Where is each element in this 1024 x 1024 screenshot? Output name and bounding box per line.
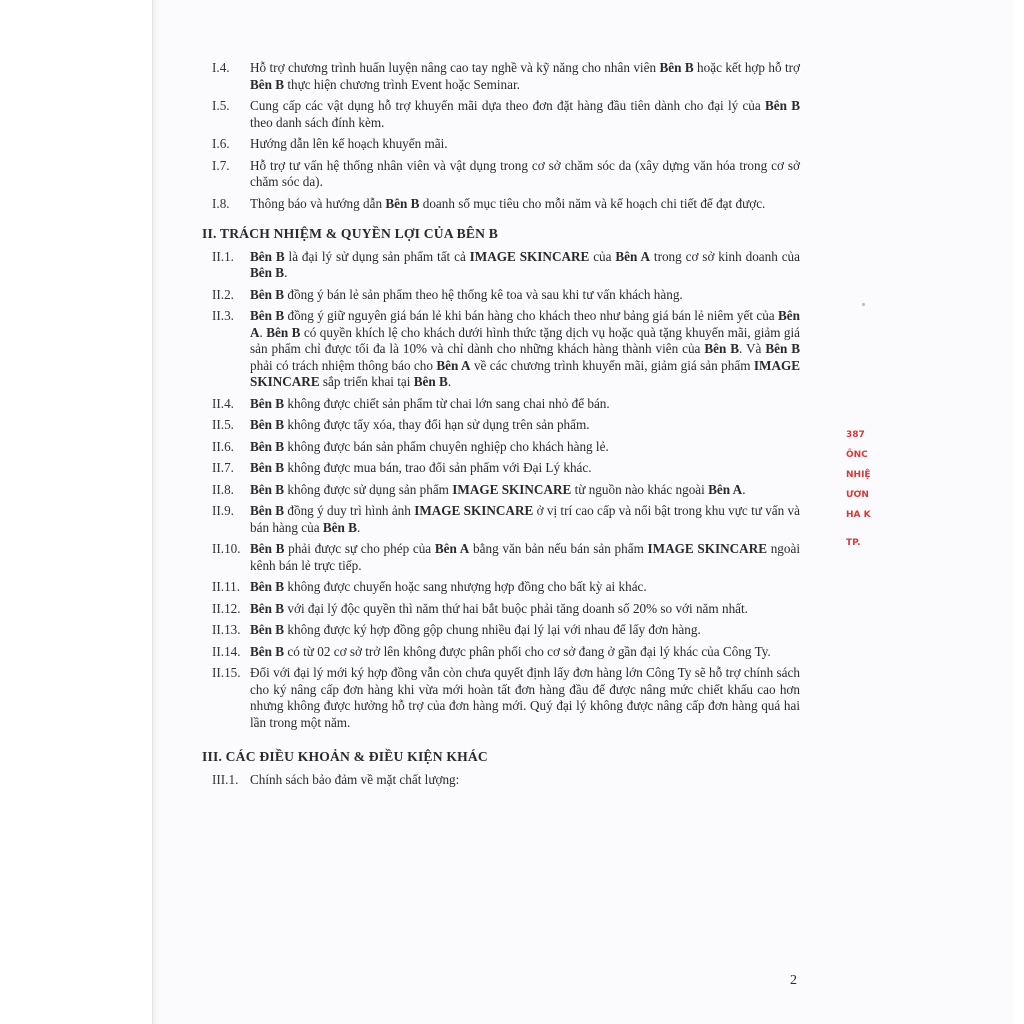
section-2-items xyxy=(200,249,800,732)
clause-number: I.7. xyxy=(212,157,230,173)
clause-text-bold: Bên B xyxy=(250,622,285,637)
clause-number: II.10. xyxy=(212,541,241,556)
clause-text-run: theo danh sách đính kèm. xyxy=(250,114,385,130)
clause-text-run: đồng ý giữ nguyên giá bán lẻ khi bán hàng cho khách theo như bảng giá bán lẻ niêm yết của xyxy=(284,308,779,323)
clause-text-bold: Bên B xyxy=(250,481,285,497)
clause-text-run: . Và xyxy=(739,341,766,356)
clause-text xyxy=(250,622,800,639)
clause-number: I.6. xyxy=(212,136,230,151)
clause-item xyxy=(200,249,800,282)
clause-text-run: đồng ý duy trì hình ảnh xyxy=(284,503,415,518)
clause-text xyxy=(250,503,800,536)
clause-item xyxy=(200,541,800,574)
clause-number: II.4. xyxy=(212,395,234,411)
clause-text xyxy=(250,644,800,661)
clause-text xyxy=(250,196,800,213)
clause-text-run: phải có trách nhiệm thông báo cho xyxy=(250,357,437,373)
clause-item xyxy=(200,417,800,434)
clause-text xyxy=(250,601,800,618)
clause-text-run: . xyxy=(259,324,267,340)
clause-text xyxy=(250,417,800,434)
clause-text-bold: Bên B xyxy=(250,265,285,280)
clause-number: II.7. xyxy=(212,460,234,475)
clause-text-run: không được bán sản phẩm chuyên nghiệp cho khách hàng lẻ. xyxy=(284,438,609,454)
clause-item xyxy=(200,136,800,153)
clause-text-bold: IMAGE SKINCARE xyxy=(469,248,590,264)
clause-number: II.11. xyxy=(212,579,241,594)
clause-text xyxy=(250,460,800,477)
clause-text-run: . xyxy=(356,519,361,535)
clause-item xyxy=(200,396,800,413)
clause-text xyxy=(250,772,800,789)
stamp-text: ƯƠN xyxy=(846,490,869,500)
clause-text-run: . xyxy=(742,481,746,497)
clause-text-bold: Bên B xyxy=(250,579,285,594)
clause-text-run: về các chương trình khuyến mãi, giảm giá sản phẩm xyxy=(470,357,754,373)
page-number: 2 xyxy=(790,973,797,988)
clause-item xyxy=(200,158,800,191)
clause-text-run: của xyxy=(589,248,616,264)
clause-text-run: với đại lý độc quyền thì năm thứ hai bắt buộc phải tăng doanh số 20% so với năm nhất. xyxy=(284,600,748,616)
clause-text-run: trong cơ sở kinh doanh của xyxy=(650,248,800,264)
clause-text-bold: Bên A xyxy=(250,308,800,340)
clause-text-run: không được mua bán, trao đổi sản phẩm với Đại Lý khác. xyxy=(284,460,592,475)
clause-item xyxy=(200,772,800,789)
clause-text-bold: IMAGE SKINCARE xyxy=(647,541,768,556)
clause-text-run: . xyxy=(284,265,288,280)
clause-text xyxy=(250,541,800,574)
clause-text-run: hoặc kết hợp hỗ trợ xyxy=(693,60,800,75)
clause-text-bold: Bên B xyxy=(250,248,285,264)
clause-text-bold: Bên B xyxy=(413,374,448,389)
clause-number: I.4. xyxy=(212,60,230,75)
clause-item xyxy=(200,308,800,391)
clause-text-bold: Bên B xyxy=(250,417,285,432)
clause-text-bold: Bên B xyxy=(250,460,285,475)
clause-text-bold: Bên B xyxy=(250,541,285,556)
clause-text-run: ngoài kênh bán lẻ trực tiếp. xyxy=(250,541,801,573)
clause-item xyxy=(200,644,800,661)
clause-text-run: Hỗ trợ chương trình huấn luyện nâng cao tay nghề và kỹ năng cho nhân viên xyxy=(250,60,660,75)
document-body xyxy=(200,60,800,793)
clause-text-run: Đối với đại lý mới ký hợp đồng vẫn còn chưa quyết định lấy đơn hàng lớn Công Ty sẽ hỗ trợ chính sách cho ký nâng cấp đơn hàng khi vừa mới hoàn tất đơn hàng đầu để được nâng mức chiết khấu cao hơn nhưng không được hưởng hỗ trợ của đơn hàng mới. Quý đại lý không được nâng cấp đơn hàng quá hai lần trong một năm. xyxy=(250,665,800,730)
clause-item xyxy=(200,287,800,304)
clause-text xyxy=(250,579,800,596)
clause-text-run: Thông báo và hướng dẫn xyxy=(250,195,386,211)
clause-text-bold: Bên B xyxy=(659,60,694,75)
clause-text xyxy=(250,249,800,282)
clause-text-run: không được sử dụng sản phẩm xyxy=(284,481,453,497)
clause-item xyxy=(200,665,800,731)
clause-number: II.12. xyxy=(212,600,241,616)
clause-text-bold: Bên B xyxy=(250,395,285,411)
clause-text-run: Chính sách bảo đảm về mặt chất lượng: xyxy=(250,771,460,787)
clause-text xyxy=(250,98,800,131)
clause-item xyxy=(200,503,800,536)
clause-text xyxy=(250,287,800,304)
clause-text-run: không được chiết sản phẩm từ chai lớn sang chai nhỏ để bán. xyxy=(284,395,610,411)
clause-text-bold: Bên B xyxy=(764,98,800,113)
clause-text-run: phải được sự cho phép của xyxy=(284,541,435,556)
section-3-heading: III. CÁC ĐIỀU KHOẢN & ĐIỀU KIỆN KHÁC xyxy=(202,749,488,764)
stamp-text: HA K xyxy=(846,510,871,520)
clause-text-run: thực hiện chương trình Event hoặc Seminar. xyxy=(284,76,520,92)
clause-text-bold: Bên B xyxy=(266,324,301,340)
clause-text-bold: Bên A xyxy=(436,357,471,373)
clause-text-run: Hướng dẫn lên kế hoạch khuyến mãi. xyxy=(250,136,448,151)
clause-text-run: không được ký hợp đồng gộp chung nhiều đại lý lại với nhau để lấy đơn hàng. xyxy=(284,622,701,637)
clause-number: II.5. xyxy=(212,417,234,432)
clause-text-bold: Bên B xyxy=(322,519,357,535)
clause-text-bold: Bên B xyxy=(250,308,285,323)
clause-text-bold: IMAGE SKINCARE xyxy=(452,481,572,497)
clause-text-bold: Bên B xyxy=(250,600,285,616)
clause-text xyxy=(250,158,800,191)
clause-number: I.8. xyxy=(212,195,230,211)
clause-text-bold: Bên A xyxy=(615,248,651,264)
clause-item xyxy=(200,98,800,131)
section-3-items xyxy=(200,772,800,789)
clause-text-run: bằng văn bản nếu bán sản phẩm xyxy=(469,541,648,556)
clause-item xyxy=(200,482,800,499)
clause-text-bold: Bên B xyxy=(250,503,285,518)
stamp-text: TP. xyxy=(846,538,861,548)
clause-text-run: ở vị trí cao cấp và nổi bật trong khu vực tư vấn và bán hàng của xyxy=(250,503,800,535)
clause-text-run: từ nguồn nào khác ngoài xyxy=(571,481,709,497)
clause-number: II.1. xyxy=(212,248,234,264)
clause-text-bold: Bên B xyxy=(250,438,285,454)
red-stamp-fragment xyxy=(846,425,876,553)
clause-number: II.15. xyxy=(212,665,241,680)
clause-number: II.6. xyxy=(212,438,234,454)
clause-text-run: . xyxy=(447,374,452,389)
clause-item xyxy=(200,460,800,477)
clause-text-run: sắp triển khai tại xyxy=(319,374,414,389)
paper-speck xyxy=(862,303,865,306)
clause-item xyxy=(200,579,800,596)
clause-text-run: có quyền khích lệ cho khách dưới hình thức tặng dịch vụ hoặc quà tặng khuyến mãi, giảm giá sản phẩm chỉ được tối đa là 10% và chỉ dành cho những khách hàng thành viên của xyxy=(250,324,801,356)
stamp-text: NHIỆ xyxy=(846,470,871,480)
clause-text xyxy=(250,60,800,93)
clause-number: II.14. xyxy=(212,643,241,659)
clause-text-bold: Bên B xyxy=(704,341,740,356)
clause-number: II.9. xyxy=(212,503,234,518)
clause-text-bold: IMAGE SKINCARE xyxy=(250,357,801,389)
stamp-text: ÔNC xyxy=(846,450,868,460)
clause-number: III.1. xyxy=(212,771,239,787)
clause-item xyxy=(200,60,800,93)
clause-text xyxy=(250,396,800,413)
clause-text-run: không được chuyển hoặc sang nhượng hợp đồng cho bất kỳ ai khác. xyxy=(284,579,647,594)
clause-text-run: là đại lý sử dụng sản phẩm tất cả xyxy=(284,248,470,264)
clause-item xyxy=(200,601,800,618)
clause-text xyxy=(250,482,800,499)
clause-text xyxy=(250,439,800,456)
clause-text xyxy=(250,136,800,153)
clause-text-bold: Bên B xyxy=(385,195,420,211)
clause-number: I.5. xyxy=(212,98,230,113)
clause-item xyxy=(200,196,800,213)
clause-text xyxy=(250,665,800,731)
clause-text-bold: Bên B xyxy=(765,341,801,356)
clause-text-run: Hỗ trợ tư vấn hệ thống nhân viên và vật dụng trong cơ sở chăm sóc da (xây dựng văn hóa trong cơ sở chăm sóc da). xyxy=(250,157,800,189)
clause-item xyxy=(200,439,800,456)
clause-number: II.13. xyxy=(212,622,241,637)
clause-text-run: đồng ý bán lẻ sản phẩm theo hệ thống kê toa và sau khi tư vấn khách hàng. xyxy=(284,286,683,302)
clause-text-run: doanh số mục tiêu cho mỗi năm và kế hoạch chi tiết để đạt được. xyxy=(419,195,766,211)
stamp-text: 387 xyxy=(846,430,865,440)
clause-text-run: không được tẩy xóa, thay đổi hạn sử dụng trên sản phẩm. xyxy=(284,417,590,432)
clause-item xyxy=(200,622,800,639)
clause-text-bold: Bên B xyxy=(250,643,285,659)
clause-text-bold: IMAGE SKINCARE xyxy=(414,503,534,518)
section-1-items xyxy=(200,60,800,212)
clause-text-run: có từ 02 cơ sở trở lên không được phân phối cho cơ sở đang ở gần đại lý khác của Công Ty. xyxy=(284,643,771,659)
clause-number: II.8. xyxy=(212,481,234,497)
clause-text xyxy=(250,308,800,391)
clause-text-bold: Bên B xyxy=(250,286,285,302)
clause-number: II.3. xyxy=(212,308,234,323)
clause-number: II.2. xyxy=(212,286,234,302)
clause-text-bold: Bên B xyxy=(250,76,285,92)
clause-text-bold: Bên A xyxy=(434,541,470,556)
clause-text-run: Cung cấp các vật dụng hỗ trợ khuyến mãi dựa theo đơn đặt hàng đầu tiên dành cho đại lý của xyxy=(250,98,765,113)
clause-text-bold: Bên A xyxy=(708,481,743,497)
section-2-heading: II. TRÁCH NHIỆM & QUYỀN LỢI CỦA BÊN B xyxy=(202,226,499,241)
